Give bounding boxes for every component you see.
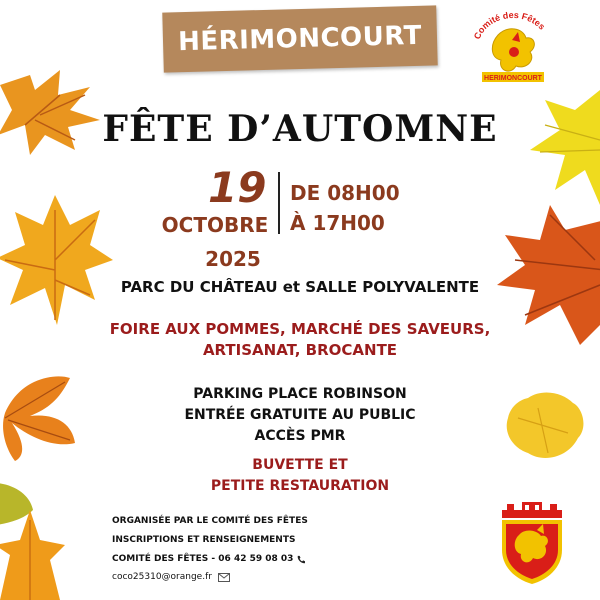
footer-contact-heading: INSCRIPTIONS ET RENSEIGNEMENTS xyxy=(112,535,296,545)
info-entry: ENTRÉE GRATUITE AU PUBLIC xyxy=(184,407,416,423)
footer-email[interactable]: coco25310@orange.fr xyxy=(112,572,212,582)
activities-line-2: ARTISANAT, BROCANTE xyxy=(202,341,398,359)
maple-leaf-icon xyxy=(0,505,70,600)
phone-icon xyxy=(296,555,305,564)
event-title: FÊTE D’AUTOMNE xyxy=(102,108,498,150)
info-parking: PARKING PLACE ROBINSON xyxy=(193,386,407,402)
refreshments-line-2: PETITE RESTAURATION xyxy=(210,478,390,494)
date-divider xyxy=(278,172,280,234)
footer-phone-row xyxy=(112,554,305,564)
refreshments-line-1: BUVETTE ET xyxy=(252,457,348,473)
event-venue: PARC DU CHÂTEAU et SALLE POLYVALENTE xyxy=(120,278,480,296)
event-year: 2025 xyxy=(205,247,261,271)
mail-icon xyxy=(218,573,230,582)
info-access: ACCÈS PMR xyxy=(254,428,346,444)
logo-band-text: HERIMONCOURT xyxy=(484,75,542,82)
maple-leaf-icon xyxy=(0,190,115,330)
activities-line-1: FOIRE AUX POMMES, MARCHÉ DES SAVEURS, xyxy=(109,320,491,338)
event-time-end: À 17H00 xyxy=(290,211,385,235)
town-name: HÉRIMONCOURT xyxy=(177,20,423,58)
logo-arc-text: Comité des Fêtes xyxy=(471,10,548,41)
footer-phone: COMITÉ DES FÊTES - 06 42 59 08 03 xyxy=(112,554,294,564)
footer-email-row xyxy=(112,572,230,582)
event-time-start: DE 08H00 xyxy=(290,181,400,205)
footer-organizer: ORGANISÉE PAR LE COMITÉ DES FÊTES xyxy=(112,516,308,526)
coat-of-arms-icon xyxy=(497,500,567,585)
comite-logo-icon xyxy=(468,10,558,90)
town-banner xyxy=(162,5,437,72)
event-day: 19 xyxy=(208,163,267,212)
event-month: OCTOBRE xyxy=(161,213,269,237)
